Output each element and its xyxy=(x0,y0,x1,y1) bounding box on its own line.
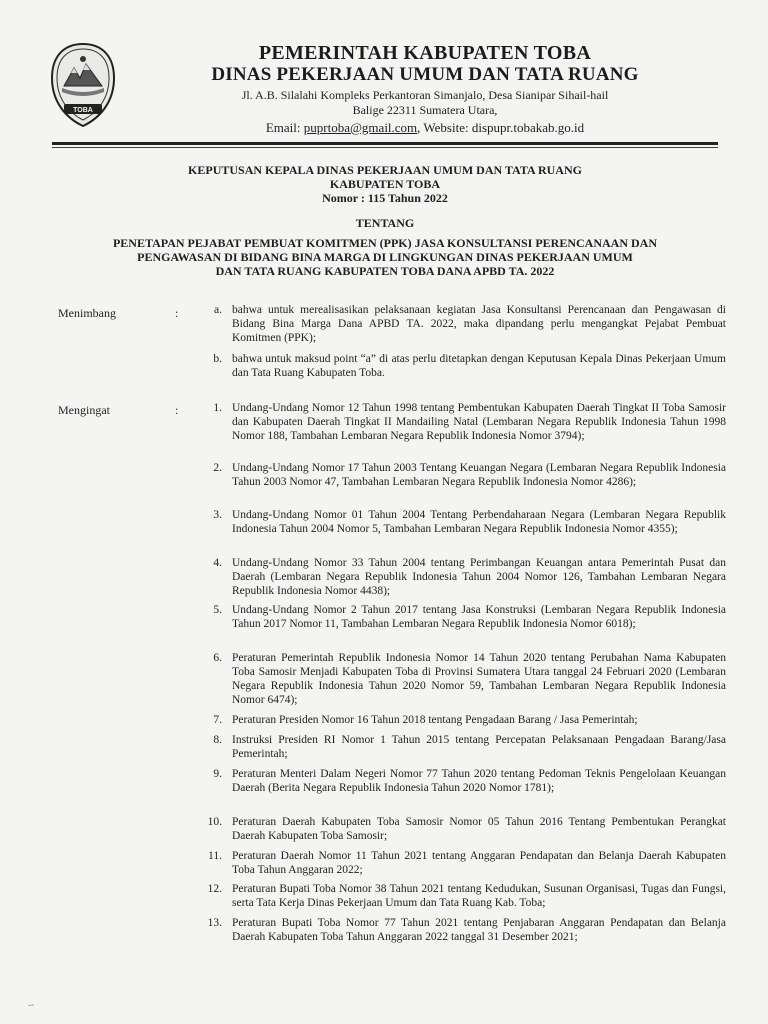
item-number: 4. xyxy=(213,557,222,569)
item-text: Undang-Undang Nomor 01 Tahun 2004 Tentang Perbendaharaan Negara (Lembaran Negara Republik Indonesia Tahun 2004 Nomor 5, Tambahan Lembaran Negara Republik Indonesia Nomor 4355); xyxy=(232,509,726,535)
item-number: a. xyxy=(214,304,222,316)
email-link[interactable]: puprtoba@gmail.com xyxy=(303,120,418,135)
menimbang-colon: : xyxy=(175,306,179,320)
address-line-2: Balige 22311 Sumatera Utara, xyxy=(352,103,498,117)
item-text: Peraturan Presiden Nomor 16 Tahun 2018 tentang Pengadaan Barang / Jasa Pemerintah; xyxy=(232,714,638,726)
mengingat-item xyxy=(196,882,726,910)
mengingat-item xyxy=(196,508,726,536)
mengingat-item xyxy=(196,651,726,707)
item-number: 12. xyxy=(207,883,222,895)
logo-text: TOBA xyxy=(73,107,93,114)
website-text: , Website: dispupr.tobakab.go.id xyxy=(417,120,585,135)
mengingat-colon: : xyxy=(175,403,179,417)
item-number: 11. xyxy=(208,850,222,862)
item-text: bahwa untuk maksud point “a” di atas perlu ditetapkan dengan Keputusan Kepala Dinas Pekerjaan Umum dan Tata Ruang Kabupaten Toba. xyxy=(232,353,726,379)
letterhead-rule-thin xyxy=(52,147,718,148)
item-text: Undang-Undang Nomor 2 Tahun 2017 tentang Jasa Konstruksi (Lembaran Negara Republik Indonesia Tahun 2017 Nomor 11, Tambahan Lembaran Negara Republik Indonesia Nomor 6018); xyxy=(232,604,726,630)
subject-line-2: PENGAWASAN DI BIDANG BINA MARGA DI LINGKUNGAN DINAS PEKERJAAN UMUM xyxy=(137,250,633,264)
mengingat-item xyxy=(196,916,726,944)
item-text: Peraturan Pemerintah Republik Indonesia Nomor 14 Tahun 2020 tentang Perubahan Nama Kabupaten Toba Samosir Menjadi Kabupaten Toba di Provinsi Sumatera Utara tanggal 24 Februari 2020 (Lembaran Negara Republik Indonesia Tahun 2020 Nomor 59, Tambahan Lembaran Negara Republik Indonesia Nomor 6474); xyxy=(232,652,726,706)
item-number: 7. xyxy=(213,714,222,726)
item-text: Peraturan Bupati Toba Nomor 77 Tahun 2021 tentang Penjabaran Anggaran Pendapatan dan Belanja Daerah Kabupaten Toba Tahun Anggaran 2022 tanggal 31 Desember 2021; xyxy=(232,917,726,943)
decree-regency: KABUPATEN TOBA xyxy=(329,177,441,191)
item-number: 13. xyxy=(207,917,222,929)
mengingat-item xyxy=(196,767,726,795)
item-text: Instruksi Presiden RI Nomor 1 Tahun 2015 tentang Percepatan Pelaksanaan Pengadaan Barang/Jasa Pemerintah; xyxy=(232,734,726,760)
subject-line-3: DAN TATA RUANG KABUPATEN TOBA DANA APBD TA. 2022 xyxy=(215,264,555,278)
address-line-1: Jl. A.B. Silalahi Kompleks Perkantoran Simanjalo, Desa Sianipar Sihail-hail xyxy=(241,88,609,102)
agency-name: DINAS PEKERJAAN UMUM DAN TATA RUANG xyxy=(211,64,639,85)
item-text: Peraturan Daerah Nomor 11 Tahun 2021 tentang Anggaran Pendapatan dan Belanja Daerah Kabupaten Toba Tahun Anggaran 2022; xyxy=(232,850,726,876)
item-text: Peraturan Menteri Dalam Negeri Nomor 77 Tahun 2020 tentang Pedoman Teknis Pengelolaan Keuangan Daerah (Berita Negara Republik Indonesia Tahun 2020 Nomor 1781); xyxy=(232,768,726,794)
item-number: 10. xyxy=(207,816,222,828)
item-number: 2. xyxy=(213,462,222,474)
email-label: Email: xyxy=(265,120,304,135)
item-number: 1. xyxy=(213,402,222,414)
mengingat-item xyxy=(196,401,726,443)
mengingat-item xyxy=(196,556,726,598)
item-text: bahwa untuk merealisasikan pelaksanaan kegiatan Jasa Konsultansi Perencanaan dan Pengawasan di Bidang Bina Marga Dana APBD TA. 2022, maka dipandang perlu mengangkat Pejabat Pembuat Komitmen (PPK); xyxy=(232,304,726,344)
decree-number: Nomor : 115 Tahun 2022 xyxy=(322,191,448,205)
mengingat-label: Mengingat xyxy=(58,403,110,417)
menimbang-label: Menimbang xyxy=(58,306,116,320)
mengingat-item xyxy=(196,733,726,761)
letterhead-rule-thick xyxy=(52,142,718,145)
mengingat-item xyxy=(196,461,726,489)
item-number: 3. xyxy=(213,509,222,521)
decree-title: KEPUTUSAN KEPALA DINAS PEKERJAAN UMUM DAN TATA RUANG xyxy=(188,163,582,177)
menimbang-item xyxy=(196,303,726,345)
menimbang-item xyxy=(196,352,726,380)
scan-edge-mark: ˉ˜ xyxy=(28,1003,34,1013)
item-text: Undang-Undang Nomor 12 Tahun 1998 tentang Pembentukan Kabupaten Daerah Tingkat II Toba Samosir dan Kabupaten Daerah Tingkat II Mandailing Natal (Lembaran Negara Republik Indonesia Tahun 1998 Nomor 188, Tambahan Lembaran Negara Republik Indonesia Nomor 3794); xyxy=(232,402,726,442)
toba-regency-logo xyxy=(50,42,116,128)
item-text: Peraturan Daerah Kabupaten Toba Samosir Nomor 05 Tahun 2016 Tentang Pembentukan Perangkat Daerah Kabupaten Toba Samosir; xyxy=(232,816,726,842)
mengingat-item xyxy=(196,849,726,877)
item-number: 9. xyxy=(213,768,222,780)
mengingat-item xyxy=(196,815,726,843)
item-number: 5. xyxy=(213,604,222,616)
item-number: b. xyxy=(213,353,222,365)
subject-line-1: PENETAPAN PEJABAT PEMBUAT KOMITMEN (PPK) JASA KONSULTANSI PERENCANAAN DAN xyxy=(112,236,658,250)
item-number: 6. xyxy=(213,652,222,664)
mengingat-item xyxy=(196,713,726,727)
item-text: Undang-Undang Nomor 33 Tahun 2004 tentang Perimbangan Keuangan antara Pemerintah Pusat dan Daerah (Lembaran Negara Republik Indonesia Tahun 2004 Nomor 126, Tambahan Lembaran Negara Republik Indonesia Nomor 4438); xyxy=(232,557,726,597)
government-name: PEMERINTAH KABUPATEN TOBA xyxy=(258,42,592,64)
item-number: 8. xyxy=(213,734,222,746)
item-text: Peraturan Bupati Toba Nomor 38 Tahun 2021 tentang Kedudukan, Susunan Organisasi, Tugas dan Fungsi, serta Tata Kerja Dinas Pekerjaan Umum dan Tata Ruang Kab. Toba; xyxy=(232,883,726,909)
tentang-heading: TENTANG xyxy=(355,216,415,230)
contact-line xyxy=(130,119,720,137)
letterhead xyxy=(130,42,720,137)
mengingat-item xyxy=(196,603,726,631)
item-text: Undang-Undang Nomor 17 Tahun 2003 Tentang Keuangan Negara (Lembaran Negara Republik Indonesia Tahun 2003 Nomor 47, Tambahan Lembaran Negara Republik Indonesia Nomor 4286); xyxy=(232,462,726,488)
